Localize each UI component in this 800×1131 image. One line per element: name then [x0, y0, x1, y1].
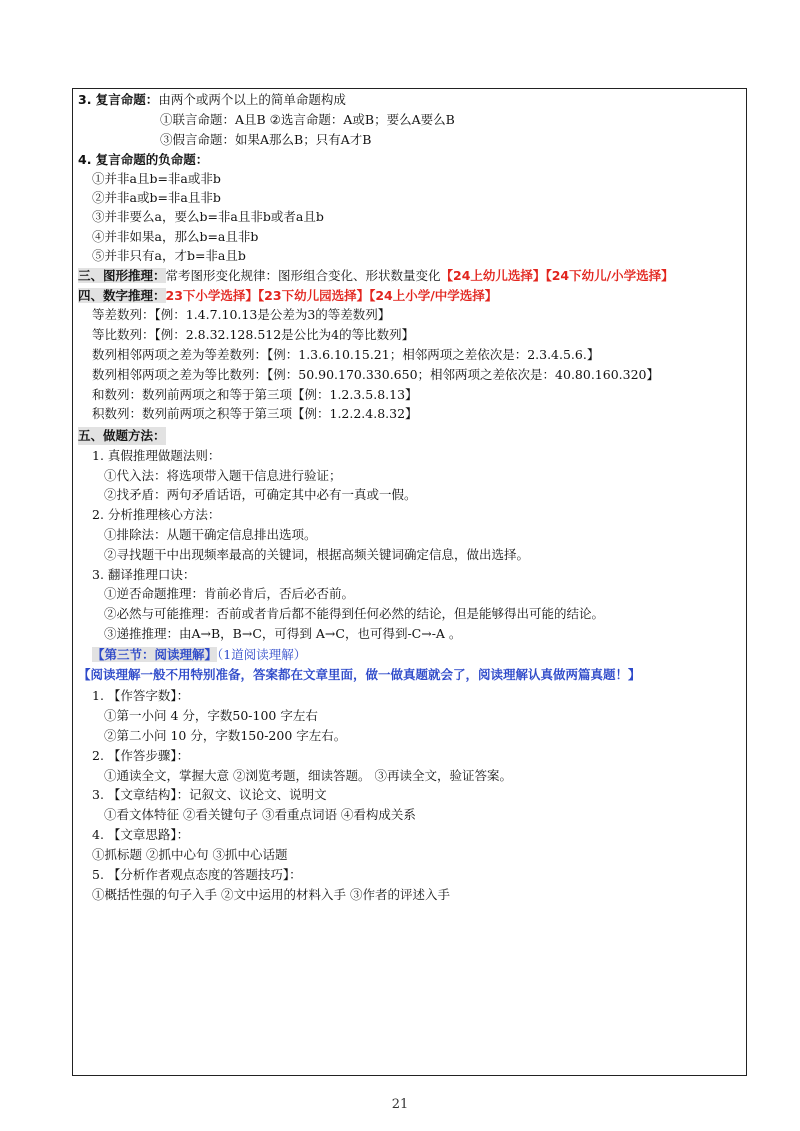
- sec6-heading: 【第三节：阅读理解】: [92, 647, 218, 662]
- sec4-item: 等差数列：【例：1.4.7.10.13是公差为3的等差数列】: [92, 307, 391, 322]
- sec6-q3-item: ①看文体特征 ②看关键句子 ③看重点词语 ④看构成关系: [104, 807, 416, 822]
- sec4-item: 积数列：数列前两项之积等于第三项【例：1.2.2.4.8.32】: [92, 406, 418, 421]
- sec6-heading-line: [92, 646, 306, 664]
- sec6-q5-item: ①概括性强的句子入手 ②文中运用的材料入手 ③作者的评述入手: [92, 887, 450, 902]
- sec6-q1-item: ②第二小问 10 分，字数150-200 字左右。: [104, 728, 347, 743]
- s3-line-2: ③假言命题：如果A那么B；只有A才B: [160, 132, 372, 147]
- sec5-p3-item: ③递推推理：由A→B，B→C，可得到 A→C，也可得到-C→-A 。: [104, 626, 462, 641]
- sec3-line: [78, 267, 674, 285]
- sec6-q2-title: 2. 【作答步骤】：: [92, 748, 190, 763]
- s3-heading: 3. 复言命题：: [78, 92, 159, 107]
- sec4-tag: 【23下幼儿园选择】: [257, 288, 370, 303]
- sec6-q1-title: 1. 【作答字数】：: [92, 688, 190, 703]
- sec5-p1-item: ①代入法：将选项带入题干信息进行验证；: [104, 468, 342, 483]
- sec6-q2-item: ①通读全文，掌握大意 ②浏览考题，细读答题。 ③再读全文，验证答案。: [104, 768, 512, 783]
- s3-line-1: ①联言命题：A且B ②选言命题：A或B；要么A要么B: [160, 112, 455, 127]
- s4-item: ⑤并非只有a，才b=非a且b: [92, 248, 246, 263]
- sec4-tag: 23下小学选择】: [165, 288, 258, 303]
- sec6-q1-item: ①第一小问 4 分，字数50-100 字左右: [104, 708, 318, 723]
- s3-text: 由两个或两个以上的简单命题构成: [158, 92, 346, 107]
- sec6-sub: （1道阅读理解）: [217, 647, 307, 662]
- s4-heading: 4. 复言命题的负命题：: [78, 152, 209, 167]
- sec6-q5-title: 5. 【分析作者观点态度的答题技巧】：: [92, 867, 302, 882]
- sec3-tag: 【24上幼儿选择】: [440, 268, 546, 283]
- sec5-p2-title: 2. 分析推理核心方法：: [92, 507, 221, 522]
- sec6-note: 【阅读理解一般不用特别准备，答案都在文章里面，做一做真题就会了，阅读理解认真做两篇真题！】: [78, 667, 641, 682]
- sec3-tag: 【24下幼儿/小学选择】: [545, 268, 674, 283]
- s4-item: ①并非a且b=非a或非b: [92, 171, 221, 186]
- sec4-tag: 【24上小学/中学选择】: [369, 288, 498, 303]
- sec4-item: 数列相邻两项之差为等比数列：【例：50.90.170.330.650；相邻两项之差依次是：40.80.160.320】: [92, 367, 659, 382]
- s4-item: ②并非a或b=非a且非b: [92, 190, 221, 205]
- sec5-p3-title: 3. 翻译推理口诀：: [92, 567, 196, 582]
- sec4-item: 等比数列：【例：2.8.32.128.512是公比为4的等比数列】: [92, 327, 415, 342]
- sec5-p3-item: ②必然与可能推理：否前或者肯后都不能得到任何必然的结论，但是能够得出可能的结论。: [104, 606, 605, 621]
- sec5-p2-item: ①排除法：从题干确定信息排出选项。: [104, 527, 317, 542]
- sec4-line: [78, 287, 497, 305]
- sec6-q4-item: ①抓标题 ②抓中心句 ③抓中心话题: [92, 847, 288, 862]
- sec6-q3-title: 3. 【文章结构】：记叙文、议论文、说明文: [92, 787, 327, 802]
- page-number: 21: [391, 1097, 409, 1112]
- sec3-heading: 三、图形推理：: [78, 268, 166, 283]
- sec5-p1-title: 1. 真假推理做题法则：: [92, 448, 221, 463]
- s4-item: ③并非要么a，要么b=非a且非b或者a且b: [92, 209, 324, 224]
- sec4-item: 和数列：数列前两项之和等于第三项【例：1.2.3.5.8.13】: [92, 387, 418, 402]
- sec5-p3-item: ①逆否命题推理：肯前必肯后，否后必否前。: [104, 586, 355, 601]
- sec3-text: 常考图形变化规律：图形组合变化、形状数量变化: [165, 268, 441, 283]
- sec5-p1-item: ②找矛盾：两句矛盾话语，可确定其中必有一真或一假。: [104, 487, 417, 502]
- sec5-p2-item: ②寻找题干中出现频率最高的关键词，根据高频关键词确定信息，做出选择。: [104, 547, 530, 562]
- s3-line: [78, 91, 346, 109]
- sec6-q4-title: 4. 【文章思路】：: [92, 827, 190, 842]
- sec4-item: 数列相邻两项之差为等差数列：【例：1.3.6.10.15.21；相邻两项之差依次是：2.3.4.5.6.】: [92, 347, 600, 362]
- sec5-heading: 五、做题方法：: [78, 428, 166, 443]
- sec4-heading: 四、数字推理：: [78, 288, 166, 303]
- s4-item: ④并非如果a，那么b=a且非b: [92, 229, 259, 244]
